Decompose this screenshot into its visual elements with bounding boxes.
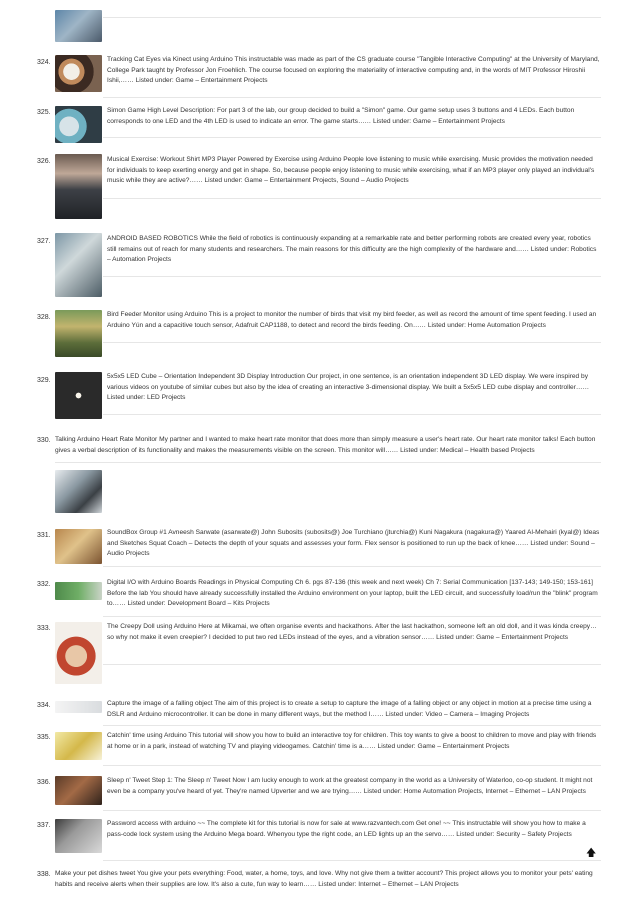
thumbnail-image[interactable]	[55, 233, 102, 297]
thumbnail-image[interactable]	[55, 154, 102, 219]
thumbnail-image[interactable]	[55, 622, 102, 684]
item-number: 330.	[37, 437, 51, 444]
item-divider	[103, 342, 601, 343]
thumbnail-image[interactable]	[55, 55, 102, 92]
item-number: 335.	[37, 734, 51, 741]
item-divider	[103, 97, 601, 98]
item-divider	[103, 566, 601, 567]
item-description[interactable]: Bird Feeder Monitor using Arduino This is a project to monitor the number of birds that visit my bird feeder, as well as record the amount of time spent feeding. I used an Arduino Yún and a capacitive touch sensor, Adafruit CAP1188, to detect and record the birds feeding. On…… Listed under: Home Automation Projects	[107, 311, 597, 329]
item-description[interactable]: Musical Exercise: Workout Shirt MP3 Player Powered by Exercise using Arduino People love listening to music while exercising. Music provides the motivation needed for individuals to keep exerting energy and get in shape. So, because people enjoy listening to music while exercising, what if an MP3 player only played an individual's music while they are active?…… Listed under: Game – Entertainment Projects, Sound – Audio Projects	[107, 156, 595, 184]
thumbnail-image[interactable]	[55, 776, 102, 805]
arrow-up-icon[interactable]: 🡅	[586, 848, 597, 859]
thumbnail-image[interactable]	[55, 372, 102, 419]
thumbnail-image[interactable]	[55, 582, 102, 600]
item-description[interactable]: Password access with arduino ~~ The complete kit for this tutorial is now for sale at www.razvantech.com Get one! ~~ This instructable will show you how to make a pass-code lock system using the Arduino Mega board. Whenyou type the right code, an LED lights up an the servo…… Listed under: Security – Safety Projects	[107, 820, 586, 838]
item-description[interactable]: Talking Arduino Heart Rate Monitor My partner and I wanted to make heart rate monitor that does more than simply measure a user's heart rate. Our heart rate monitor talks! Each button gives a verbal description of its functionality and makes the measurements visible on the screen. This monitor will…… Listed under: Medical – Health based Projects	[55, 436, 596, 454]
thumbnail-image[interactable]	[55, 310, 102, 357]
thumbnail-image[interactable]	[55, 529, 102, 564]
thumbnail-image[interactable]	[55, 106, 102, 143]
item-description[interactable]: Simon Game High Level Description: For part 3 of the lab, our group decided to build a "Simon" game. Our game setup uses 3 buttons and 4 LEDs. Each button corresponds to one LED and the 4th LED is used to indicate an error. The game starts…… Listed under: Game – Entertainment Projects	[107, 107, 575, 125]
item-description[interactable]: The Creepy Doll using Arduino Here at Mikamai, we often organise events and hackathons. After the last hackathon, someone left an old doll, and it was kinda creepy… so why not make it even creepier? I decided to put two red LEDs instead of the eyes, and a vibration sensor…… Listed under: Game – Entertainment Projects	[107, 623, 597, 641]
item-description[interactable]: Sleep n' Tweet Step 1: The Sleep n' Tweet Now I am lucky enough to work at the greatest company in the world as a University of Waterloo, co-op student. It might not even be a company you've heard of yet. They're named Upverter and we are trying…… Listed under: Home Automation Projects, Internet – Ethernet – LAN Projects	[107, 777, 593, 795]
item-number: 324.	[37, 59, 51, 66]
item-number: 328.	[37, 314, 51, 321]
item-number: 333.	[37, 625, 51, 632]
item-divider	[103, 198, 601, 199]
thumbnail-image[interactable]	[55, 819, 102, 853]
item-divider	[55, 462, 601, 463]
item-description[interactable]: Digital I/O with Arduino Boards Readings in Physical Computing Ch 6. pgs 87-136 (this week and next week) Ch 7: Serial Communication [137-143; 149-150; 153-161] Before the lab You should have already successfully installed the Arduino environment on your laptop, built the LED circuit, and successfully load/run the "blink" program to…… Listed under: Development Board – Kits Projects	[107, 579, 598, 607]
item-divider	[103, 725, 601, 726]
item-divider	[103, 765, 601, 766]
item-description[interactable]: Capture the image of a falling object The aim of this project is to create a setup to capture the image of a falling object or any object in motion at a precise time using a DSLR and Arduino microcontroller. It can be done in many different ways, but the method I…… Listed under: Video – Camera – Imaging Projects	[107, 700, 592, 718]
item-number: 334.	[37, 702, 51, 709]
item-number: 326.	[37, 158, 51, 165]
item-number: 331.	[37, 532, 51, 539]
item-divider	[103, 664, 601, 665]
thumbnail-image[interactable]	[55, 470, 102, 513]
item-description[interactable]: Tracking Cat Eyes via Kinect using Arduino This instructable was made as part of the CS graduate course "Tangible Interactive Computing" at the University of Maryland, College Park taught by Professor Jon Froehlich. The course focused on exploring the materiality of interactive computing and, in the words of MIT Professor Hiroshii Ishii,…… Listed under: Game – Entertainment Projects	[107, 56, 600, 84]
item-number: 332.	[37, 581, 51, 588]
item-divider	[103, 860, 601, 861]
item-description[interactable]: Catchin' time using Arduino This tutorial will show you how to build an interactive toy for children. This toy wants to give a boost to children to move and play with friends at home or in a park, instead of watching TV and playing videogames. Catchin' time is a…… Listed under: Game – Entertainment Projects	[107, 732, 597, 750]
item-divider	[103, 616, 601, 617]
item-number: 337.	[37, 822, 51, 829]
item-number: 336.	[37, 779, 51, 786]
thumbnail-image[interactable]	[55, 732, 102, 760]
item-divider	[103, 810, 601, 811]
item-number: 327.	[37, 238, 51, 245]
item-number: 338.	[37, 871, 51, 878]
item-divider	[103, 276, 601, 277]
item-description[interactable]: Make your pet dishes tweet You give your pets everything: Food, water, a home, toys, and love. Why not give them a twitter account? This project allows you to monitor your pets' eating habits and receive alerts when their supplies are low. It's also a cute, fun way to learn…… Listed under: Internet – Ethernet – LAN Projects	[55, 870, 593, 888]
item-divider	[103, 414, 601, 415]
item-number: 325.	[37, 109, 51, 116]
item-description[interactable]: ANDROID BASED ROBOTICS While the field of robotics is continuously expanding at a remarkable rate and better performing robots are created every year, robotics still remains out of reach for many students and researchers. The main reasons for this difficulty are the high complexity of the hardware and…… Listed under: Robotics – Automation Projects	[107, 235, 597, 263]
thumbnail-image[interactable]	[55, 10, 102, 42]
item-number: 329.	[37, 377, 51, 384]
thumbnail-image[interactable]	[55, 701, 102, 713]
item-divider	[103, 17, 601, 18]
item-description[interactable]: 5x5x5 LED Cube – Orientation Independent 3D Display Introduction Our project, in one sentence, is an orientation independent 3D LED display. We were inspired by various videos on youtube of similar cubes but also by the idea of creating an interactive 3-dimensional display. We built a 5x5x5 LED cube display and controller…… Listed under: LED Projects	[107, 373, 590, 401]
item-description[interactable]: SoundBox Group #1 Avneesh Sarwate (asarwate@) John Subosits (subosits@) Joe Turchiano (jturchia@) Kuni Nagakura (nagakura@) Yaared Al-Mehairi (kyal@) Ideas and Sketches Squat Coach – Detects the depth of your squats and assesses your form. Flex sensor is positioned to run up the back of knee…… Listed under: Sound – Audio Projects	[107, 529, 600, 557]
item-divider	[103, 137, 601, 138]
